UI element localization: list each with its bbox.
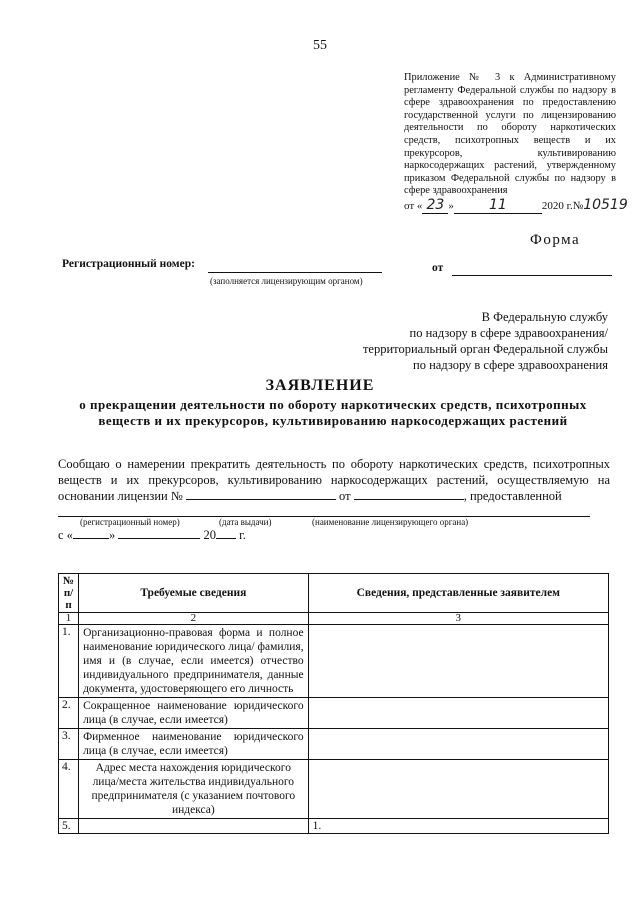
caption-issue-date: (дата выдачи)	[219, 517, 272, 527]
termination-start-date	[58, 527, 246, 543]
row-value-cell[interactable]: 1.	[308, 819, 608, 834]
row-description	[79, 819, 309, 834]
addressee-block	[330, 309, 608, 373]
column-number: 2	[79, 613, 309, 625]
since-year: 20	[203, 528, 216, 542]
table-row	[59, 760, 609, 819]
since-prefix: с «	[58, 528, 73, 542]
table-row	[59, 819, 609, 834]
caption-licensing-authority: (наименование лицензирующего органа)	[312, 517, 469, 527]
since-suffix: г.	[239, 528, 246, 542]
date-mid: »	[448, 200, 454, 212]
row-number: 4.	[59, 760, 79, 819]
statement-from: от	[339, 489, 351, 503]
date-year: 2020 г.№	[541, 200, 584, 212]
document-title: ЗАЯВЛЕНИЕ	[265, 377, 375, 394]
registration-number-note: (заполняется лицензирующим органом)	[210, 276, 363, 286]
handwritten-day: 23	[422, 197, 448, 214]
date-prefix: от «	[404, 200, 423, 212]
since-mid: »	[108, 528, 116, 542]
column-number: 1	[59, 613, 79, 625]
statement-paragraph	[58, 457, 610, 505]
since-year-field[interactable]	[216, 527, 236, 539]
registration-date-field[interactable]	[452, 275, 612, 276]
statement-provided: , предоставленной	[463, 489, 562, 503]
row-number: 1.	[59, 625, 79, 698]
table-row	[59, 698, 609, 729]
header-number: № п/п	[59, 574, 79, 613]
row-description: Адрес места нахождения юридического лица/места жительства индивидуального предпринимателя (с указанием почтового индекса)	[79, 760, 309, 819]
registration-number-field[interactable]	[208, 272, 382, 273]
row-value-cell[interactable]	[308, 625, 608, 698]
registration-number-label: Регистрационный номер:	[62, 258, 195, 270]
table-row	[59, 625, 609, 698]
appendix-reference: Приложение № 3 к Административному регламенту Федеральной службы по надзору в сфере здравоохранения по предоставлению государственной услуги по лицензированию деятельности по обороту наркотических средств, психотропных веществ и их прекурсоров, культивированию наркосодержащих растений, утвержденному приказом Федеральной службы по надзору в сфере здравоохранения	[404, 72, 616, 197]
registration-date-label: от	[432, 262, 444, 274]
row-description: Фирменное наименование юридического лица (в случае, если имеется)	[79, 729, 309, 760]
header-provided: Сведения, представленные заявителем	[308, 574, 608, 613]
column-number: 3	[308, 613, 608, 625]
row-value-cell[interactable]	[308, 698, 608, 729]
license-date-field[interactable]	[354, 488, 464, 500]
addressee-line: В Федеральную службу	[481, 310, 608, 324]
table-row	[59, 729, 609, 760]
row-number: 2.	[59, 698, 79, 729]
form-label: Форма	[530, 232, 581, 248]
appendix-date	[404, 197, 628, 214]
table-header-row	[59, 574, 609, 613]
handwritten-month: 11	[454, 197, 542, 214]
addressee-line: по надзору в сфере здравоохранения	[413, 358, 608, 372]
requirements-table	[58, 573, 609, 834]
header-required: Требуемые сведения	[79, 574, 309, 613]
page-number: 55	[313, 38, 327, 53]
handwritten-number: 1051	[583, 197, 619, 213]
row-number: 5.	[59, 819, 79, 834]
handwritten-number-suffix: 9	[618, 197, 628, 213]
document-subtitle: о прекращении деятельности по обороту наркотических средств, психотропных веществ и их прекурсоров, культивированию наркосодержащих растений	[79, 397, 587, 428]
row-number: 3.	[59, 729, 79, 760]
addressee-line: территориальный орган Федеральной службы	[362, 342, 608, 356]
since-day-field[interactable]	[73, 527, 109, 539]
caption-registration-number: (регистрационный номер)	[80, 517, 180, 527]
row-description: Организационно-правовая форма и полное наименование юридического лица/ фамилия, имя и (в случае, если имеется) отчество индивидуального предпринимателя, данные документа, удостоверяющего его личность	[79, 625, 309, 698]
row-value-cell[interactable]	[308, 760, 608, 819]
row-value-cell[interactable]	[308, 729, 608, 760]
statement-text: Сообщаю о намерении прекратить деятельность по обороту наркотических средств, психотропных веществ и их прекурсоров, культивированию наркосодержащих растений, осуществляемую на основании лицензии №	[58, 457, 610, 503]
addressee-line: по надзору в сфере здравоохранения/	[409, 326, 608, 340]
row-description: Сокращенное наименование юридического лица (в случае, если имеется)	[79, 698, 309, 729]
table-column-numbers-row	[59, 613, 609, 625]
since-month-field[interactable]	[118, 527, 200, 539]
license-number-field[interactable]	[186, 488, 336, 500]
